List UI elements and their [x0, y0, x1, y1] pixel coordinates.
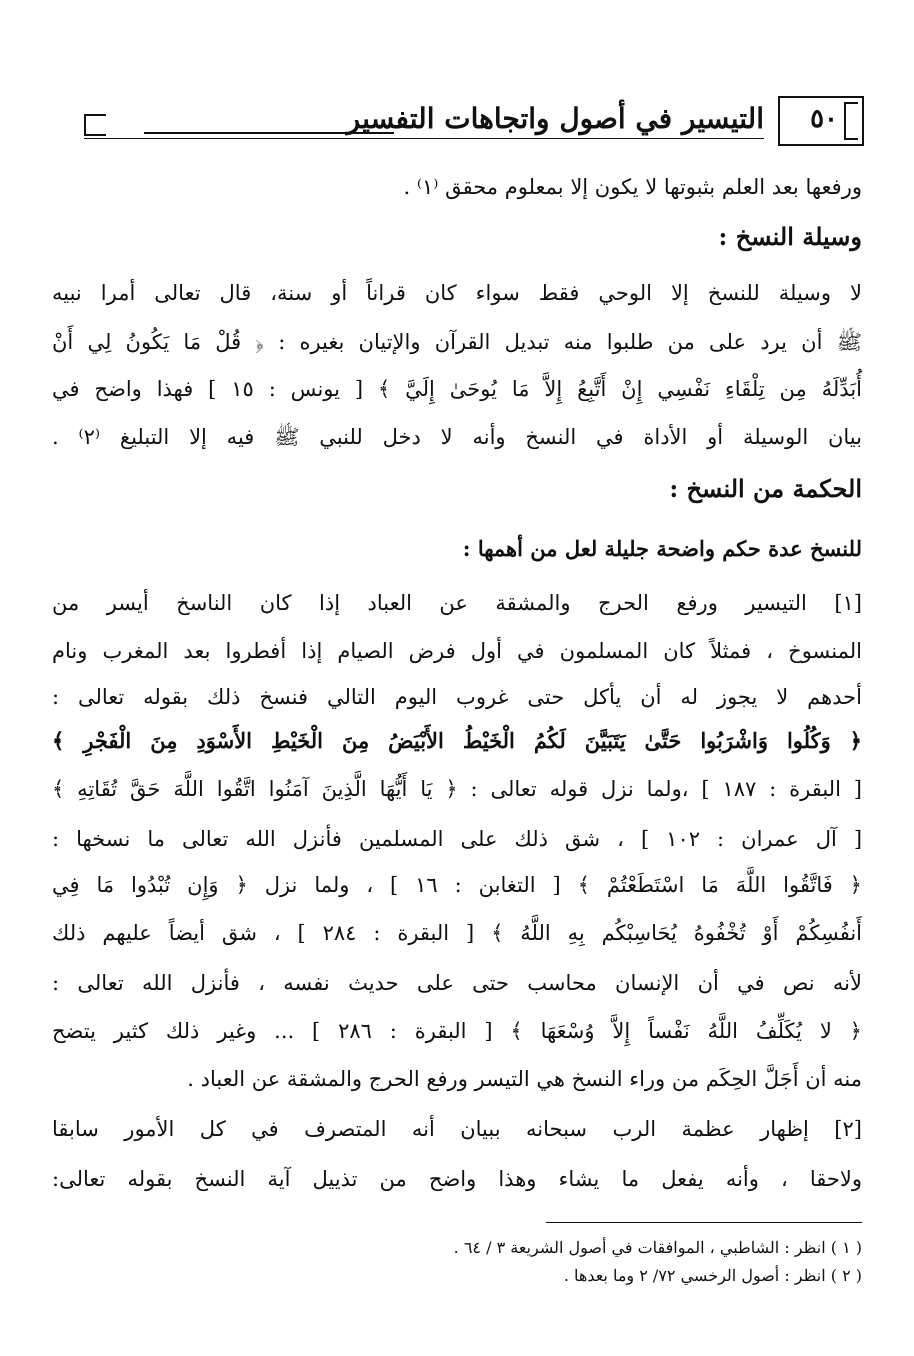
body-line: ورفعها بعد العلم بثبوتها لا يكون إلا بمعلوم محقق ⁽١⁾ .: [403, 175, 862, 199]
body-line: ﴿ فَاتَّقُوا اللَّهَ مَا اسْتَطَعْتُمْ ﴾ [ التغابن : ١٦ ] ، ولما نزل ﴿ وَإِن تُبْدُوا مَا فِي: [52, 873, 862, 897]
body-line: ولاحقا ، وأنه يفعل ما يشاء وهذا واضح من تذييل آية النسخ بقوله تعالى:: [52, 1167, 862, 1191]
header-rule-lower: [84, 138, 764, 139]
body-line: منه أن أَجَلَّ الحِكَم من وراء النسخ هي التيسر ورفع الحرج والمشقة عن العباد .: [187, 1067, 862, 1091]
page-number-frame: [778, 96, 864, 146]
section-heading-means: وسيلة النسخ :: [718, 222, 862, 251]
footnote-1: ( ١ ) انظر : الشاطبي ، الموافقات في أصول الشريعة ٣ / ٦٤ .: [453, 1238, 862, 1257]
page-header: [84, 96, 864, 150]
body-line: لأنه نص في أن الإنسان محاسب حتى على حديث نفسه ، فأنزل الله تعالى :: [52, 971, 862, 995]
running-title: التيسير في أصول واتجاهات التفسير: [346, 102, 764, 135]
body-line: أَنفُسِكُمْ أَوْ تُخْفُوهُ يُحَاسِبْكُم بِهِ اللَّهُ ﴾ [ البقرة : ٢٨٤ ] ، شق أيضاً عليهم ذلك: [52, 921, 863, 945]
body-line: أحدهم لا يجوز له أن يأكل حتى غروب اليوم التالي فنسخ ذلك بقوله تعالى :: [52, 685, 862, 709]
body-line: أُبَدِّلَهُ مِن تِلْقَاءِ نَفْسِي إِنْ أَتَّبِعُ إِلاَّ مَا يُوحَىٰ إِلَيَّ ﴾ [ يونس : ١٥ ] فهذا واضح في: [52, 377, 863, 401]
body-line: [ آل عمران : ١٠٢ ] ، شق ذلك على المسلمين فأنزل الله تعالى ما نسخها :: [52, 827, 863, 851]
body-line: ﷺ أن يرد على من طلبوا منه تبديل القرآن والإتيان بغيره : ﴿ قُلْ مَا يَكُونُ لِي أَنْ: [52, 330, 862, 354]
section-heading-wisdom: الحكمة من النسخ :: [669, 474, 862, 503]
header-end-ornament: [84, 114, 106, 136]
subheading: للنسخ عدة حكم واضحة جليلة لعل من أهمها :: [462, 536, 862, 561]
body-line: [٢] إظهار عظمة الرب سبحانه ببيان أنه المتصرف في كل الأمور سابقا: [52, 1117, 862, 1141]
body-line: بيان الوسيلة أو الأداة في النسخ وأنه لا دخل للنبي ﷺ فيه إلا التبليغ ⁽٢⁾ .: [52, 425, 862, 449]
body-line: [ البقرة : ١٨٧ ] ،ولما نزل قوله تعالى : ﴿ يَا أَيُّهَا الَّذِينَ آمَنُوا اتَّقُوا اللَّهَ حَقَّ تُقَاتِهِ ﴾: [52, 777, 862, 801]
footnote-2: ( ٢ ) انظر : أصول الرخسي ٧٢/ ٢ وما بعدها .: [563, 1266, 862, 1285]
footnote-separator: [546, 1222, 862, 1223]
body-line: لا وسيلة للنسخ إلا الوحي فقط سواء كان قراناً أو سنة، قال تعالى أمرا نبيه: [52, 281, 862, 305]
page-number: ٥٠: [810, 104, 838, 134]
body-line: [١] التيسير ورفع الحرج والمشقة عن العباد إذا كان الناسخ أيسر من: [52, 591, 862, 615]
header-rule-upper: [144, 132, 394, 134]
body-line: ﴿ لا يُكَلِّفُ اللَّهُ نَفْساً إِلاَّ وُسْعَهَا ﴾ [ البقرة : ٢٨٦ ] ... وغير ذلك كثير يتضح: [52, 1019, 862, 1043]
body-line: المنسوخ ، فمثلاً كان المسلمون في أول فرض الصيام إذا أفطروا بعد المغرب ونام: [52, 639, 862, 663]
quran-verse-line: ﴿ وَكُلُوا وَاشْرَبُوا حَتَّىٰ يَتَبَيَّنَ لَكُمُ الْخَيْطُ الأَبْيَضُ مِنَ الْخَيْطِ الأَسْوَدِ مِنَ الْفَجْرِ ﴾: [52, 728, 862, 753]
